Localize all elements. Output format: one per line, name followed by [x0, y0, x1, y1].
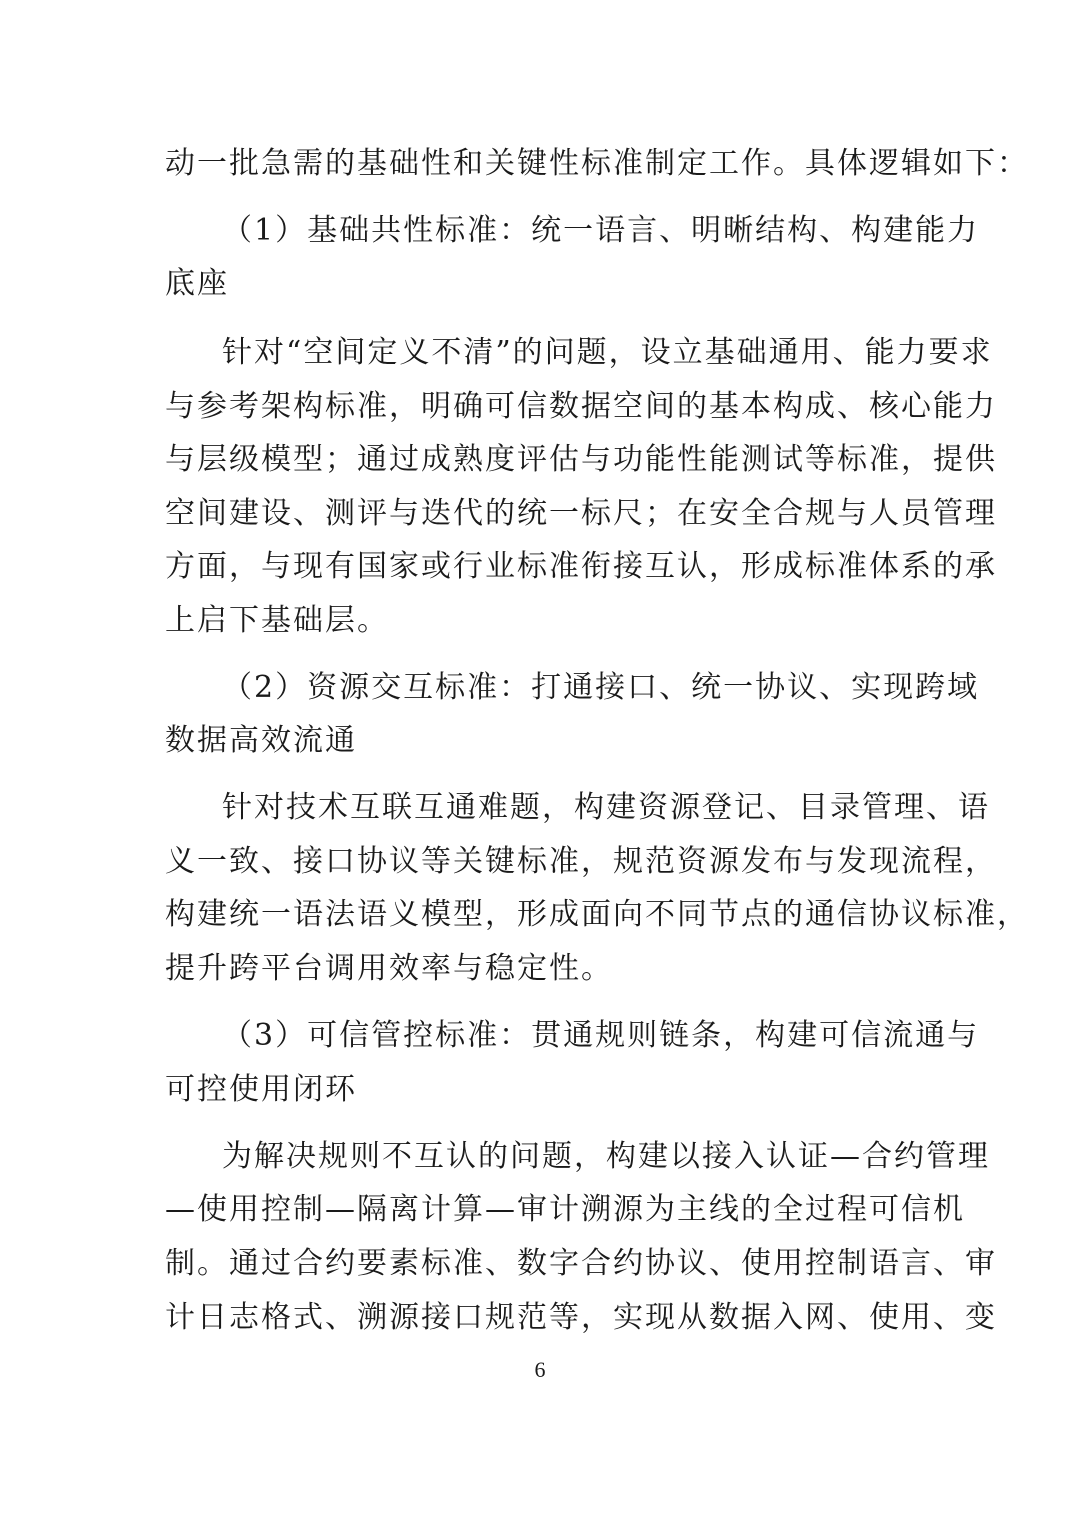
page-number: 6 — [534, 1357, 546, 1382]
paragraph-1-line-1: 针对“空间定义不清”的问题，设立基础通用、能力要求 — [222, 335, 993, 370]
paragraph-1-line-3: 与层级模型；通过成熟度评估与功能性能测试等标准，提供 — [165, 442, 997, 477]
paragraph-2-line-3: 构建统一语法语义模型，形成面向不同节点的通信协议标准， — [165, 897, 1029, 932]
paragraph-2-line-1: 针对技术互联互通难题，构建资源登记、目录管理、语 — [222, 790, 990, 825]
paragraph-1-line-4: 空间建设、测评与迭代的统一标尺；在安全合规与人员管理 — [165, 496, 997, 531]
paragraph-2-line-2: 义一致、接口协议等关键标准，规范资源发布与发现流程， — [165, 844, 997, 879]
paragraph-1-line-6: 上启下基础层。 — [165, 603, 389, 638]
paragraph-3-line-3: 制。通过合约要素标准、数字合约协议、使用控制语言、审 — [165, 1246, 997, 1281]
paragraph-3-line-4: 计日志格式、溯源接口规范等，实现从数据入网、使用、变 — [165, 1300, 997, 1335]
heading-2-line-1: （2）资源交互标准：打通接口、统一协议、实现跨域 — [222, 670, 980, 705]
heading-3-line-1: （3）可信管控标准：贯通规则链条，构建可信流通与 — [222, 1018, 980, 1053]
paragraph-1-line-2: 与参考架构标准，明确可信数据空间的基本构成、核心能力 — [165, 389, 997, 424]
heading-1-line-1: （1）基础共性标准：统一语言、明晰结构、构建能力 — [222, 213, 980, 248]
paragraph-2-line-4: 提升跨平台调用效率与稳定性。 — [165, 951, 613, 986]
heading-3-line-2: 可控使用闭环 — [165, 1072, 357, 1107]
heading-1-line-2: 底座 — [165, 266, 229, 301]
paragraph-1-line-5: 方面，与现有国家或行业标准衔接互认，形成标准体系的承 — [165, 549, 997, 584]
paragraph-3-line-1: 为解决规则不互认的问题，构建以接入认证—合约管理 — [222, 1139, 990, 1174]
heading-2-line-2: 数据高效流通 — [165, 723, 357, 758]
paragraph-intro-line-1: 动一批急需的基础性和关键性标准制定工作。具体逻辑如下： — [165, 146, 1029, 181]
paragraph-3-line-2: —使用控制—隔离计算—审计溯源为主线的全过程可信机 — [165, 1192, 965, 1227]
